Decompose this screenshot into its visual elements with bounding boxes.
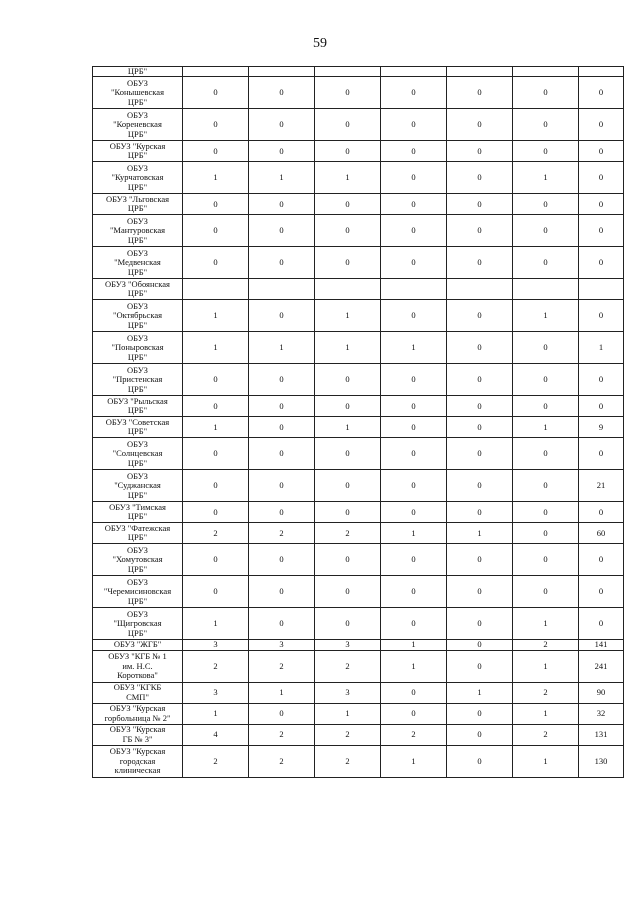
institution-name-cell: ОБУЗ "Льговская ЦРБ" xyxy=(93,194,183,215)
value-cell: 0 xyxy=(579,247,624,279)
value-cell: 0 xyxy=(315,396,381,417)
table-row xyxy=(93,162,624,194)
value-cell: 0 xyxy=(447,745,513,777)
value-cell: 0 xyxy=(447,544,513,576)
value-cell: 0 xyxy=(447,332,513,364)
value-cell: 0 xyxy=(447,364,513,396)
value-cell: 2 xyxy=(513,640,579,650)
value-cell: 0 xyxy=(183,141,249,162)
institution-name-cell: ОБУЗ "Мантуровская ЦРБ" xyxy=(93,215,183,247)
value-cell: 0 xyxy=(249,141,315,162)
value-cell: 0 xyxy=(381,194,447,215)
institution-name-cell: ОБУЗ "Медвенская ЦРБ" xyxy=(93,247,183,279)
value-cell: 0 xyxy=(183,77,249,109)
value-cell: 0 xyxy=(381,417,447,438)
value-cell: 2 xyxy=(381,724,447,745)
value-cell: 0 xyxy=(513,576,579,608)
value-cell xyxy=(381,67,447,77)
value-cell: 1 xyxy=(315,332,381,364)
institution-name-cell: ОБУЗ "Щигровская ЦРБ" xyxy=(93,608,183,640)
value-cell: 2 xyxy=(315,745,381,777)
table-row xyxy=(93,247,624,279)
institution-name-cell: ОБУЗ "КГКБ СМП" xyxy=(93,682,183,703)
value-cell: 1 xyxy=(183,300,249,332)
value-cell: 0 xyxy=(579,364,624,396)
value-cell: 1 xyxy=(315,417,381,438)
value-cell: 0 xyxy=(513,332,579,364)
table-row xyxy=(93,194,624,215)
value-cell: 0 xyxy=(315,194,381,215)
institution-name-cell: ЦРБ" xyxy=(93,67,183,77)
value-cell: 1 xyxy=(513,300,579,332)
value-cell: 0 xyxy=(315,215,381,247)
value-cell: 0 xyxy=(447,640,513,650)
table-row xyxy=(93,332,624,364)
table-row xyxy=(93,502,624,523)
institution-name-cell: ОБУЗ "Обоянская ЦРБ" xyxy=(93,279,183,300)
value-cell: 1 xyxy=(315,300,381,332)
table-row xyxy=(93,682,624,703)
value-cell: 0 xyxy=(183,502,249,523)
value-cell: 3 xyxy=(183,682,249,703)
value-cell xyxy=(579,67,624,77)
value-cell: 0 xyxy=(513,194,579,215)
value-cell: 0 xyxy=(447,215,513,247)
value-cell: 0 xyxy=(447,724,513,745)
institution-name-cell: ОБУЗ "Кореневская ЦРБ" xyxy=(93,109,183,141)
table-row xyxy=(93,279,624,300)
value-cell: 0 xyxy=(381,396,447,417)
value-cell: 0 xyxy=(513,247,579,279)
table-row xyxy=(93,703,624,724)
value-cell: 1 xyxy=(513,417,579,438)
value-cell: 0 xyxy=(447,502,513,523)
value-cell: 1 xyxy=(381,650,447,682)
value-cell: 1 xyxy=(249,332,315,364)
table-row xyxy=(93,523,624,544)
value-cell: 2 xyxy=(513,724,579,745)
value-cell: 0 xyxy=(447,300,513,332)
institution-name-cell: ОБУЗ "Пристенская ЦРБ" xyxy=(93,364,183,396)
value-cell: 0 xyxy=(513,470,579,502)
value-cell: 3 xyxy=(183,640,249,650)
value-cell: 9 xyxy=(579,417,624,438)
value-cell: 0 xyxy=(315,438,381,470)
value-cell: 0 xyxy=(249,703,315,724)
value-cell: 1 xyxy=(381,332,447,364)
value-cell: 0 xyxy=(513,364,579,396)
table-row xyxy=(93,364,624,396)
value-cell: 1 xyxy=(381,745,447,777)
table-row xyxy=(93,215,624,247)
value-cell: 90 xyxy=(579,682,624,703)
value-cell: 1 xyxy=(381,640,447,650)
value-cell: 0 xyxy=(315,77,381,109)
value-cell: 0 xyxy=(249,576,315,608)
value-cell: 0 xyxy=(183,396,249,417)
value-cell: 0 xyxy=(381,77,447,109)
value-cell: 60 xyxy=(579,523,624,544)
value-cell: 3 xyxy=(249,640,315,650)
value-cell: 0 xyxy=(513,215,579,247)
value-cell: 2 xyxy=(183,745,249,777)
value-cell: 0 xyxy=(513,77,579,109)
value-cell: 2 xyxy=(249,650,315,682)
value-cell: 0 xyxy=(249,300,315,332)
value-cell: 0 xyxy=(381,438,447,470)
value-cell: 0 xyxy=(381,576,447,608)
institution-name-cell: ОБУЗ "Хомутовская ЦРБ" xyxy=(93,544,183,576)
value-cell: 2 xyxy=(315,650,381,682)
value-cell: 0 xyxy=(579,502,624,523)
value-cell: 0 xyxy=(513,109,579,141)
value-cell xyxy=(579,279,624,300)
value-cell: 0 xyxy=(579,576,624,608)
value-cell xyxy=(381,279,447,300)
value-cell: 0 xyxy=(579,438,624,470)
value-cell xyxy=(315,279,381,300)
value-cell: 0 xyxy=(381,141,447,162)
value-cell: 1 xyxy=(315,703,381,724)
value-cell: 0 xyxy=(315,608,381,640)
value-cell: 1 xyxy=(183,162,249,194)
value-cell: 0 xyxy=(249,608,315,640)
value-cell: 0 xyxy=(183,194,249,215)
value-cell: 0 xyxy=(447,703,513,724)
value-cell: 1 xyxy=(513,703,579,724)
value-cell xyxy=(249,279,315,300)
table-row xyxy=(93,470,624,502)
value-cell: 0 xyxy=(183,438,249,470)
value-cell: 0 xyxy=(315,544,381,576)
value-cell: 1 xyxy=(183,417,249,438)
table-row xyxy=(93,417,624,438)
value-cell: 1 xyxy=(249,682,315,703)
value-cell: 0 xyxy=(249,247,315,279)
value-cell: 0 xyxy=(249,364,315,396)
value-cell: 0 xyxy=(579,396,624,417)
value-cell xyxy=(513,67,579,77)
institution-name-cell: ОБУЗ "Курская горбольница № 2" xyxy=(93,703,183,724)
institution-name-cell: ОБУЗ "Конышевская ЦРБ" xyxy=(93,77,183,109)
value-cell: 0 xyxy=(579,194,624,215)
value-cell: 0 xyxy=(183,247,249,279)
table-row xyxy=(93,650,624,682)
value-cell: 0 xyxy=(447,608,513,640)
value-cell: 0 xyxy=(183,470,249,502)
data-table xyxy=(92,66,624,778)
value-cell: 0 xyxy=(447,141,513,162)
value-cell xyxy=(447,279,513,300)
table-row xyxy=(93,396,624,417)
value-cell: 2 xyxy=(183,523,249,544)
value-cell: 2 xyxy=(513,682,579,703)
page-number: 59 xyxy=(313,36,327,51)
table-row xyxy=(93,544,624,576)
value-cell: 0 xyxy=(447,247,513,279)
institution-name-cell: ОБУЗ "КГБ № 1 им. Н.С. Короткова" xyxy=(93,650,183,682)
value-cell: 0 xyxy=(447,470,513,502)
value-cell: 0 xyxy=(381,364,447,396)
institution-name-cell: ОБУЗ "Солнцевская ЦРБ" xyxy=(93,438,183,470)
table-row xyxy=(93,724,624,745)
institution-name-cell: ОБУЗ "Фатежская ЦРБ" xyxy=(93,523,183,544)
value-cell xyxy=(183,279,249,300)
value-cell: 2 xyxy=(249,745,315,777)
value-cell: 1 xyxy=(447,682,513,703)
table-row xyxy=(93,109,624,141)
value-cell: 1 xyxy=(513,162,579,194)
value-cell: 0 xyxy=(381,470,447,502)
value-cell: 21 xyxy=(579,470,624,502)
value-cell: 0 xyxy=(513,438,579,470)
value-cell: 1 xyxy=(183,608,249,640)
value-cell: 0 xyxy=(513,141,579,162)
value-cell: 0 xyxy=(447,417,513,438)
value-cell: 1 xyxy=(183,703,249,724)
value-cell: 0 xyxy=(183,544,249,576)
value-cell: 0 xyxy=(183,215,249,247)
value-cell: 0 xyxy=(513,523,579,544)
institution-name-cell: ОБУЗ "ЖГБ" xyxy=(93,640,183,650)
value-cell: 4 xyxy=(183,724,249,745)
value-cell: 0 xyxy=(447,438,513,470)
value-cell: 0 xyxy=(381,215,447,247)
value-cell: 2 xyxy=(315,724,381,745)
value-cell: 0 xyxy=(315,109,381,141)
value-cell: 0 xyxy=(381,608,447,640)
value-cell: 1 xyxy=(249,162,315,194)
value-cell: 1 xyxy=(381,523,447,544)
value-cell: 0 xyxy=(447,576,513,608)
value-cell xyxy=(315,67,381,77)
value-cell: 0 xyxy=(315,470,381,502)
institution-name-cell: ОБУЗ "Черемисиновская ЦРБ" xyxy=(93,576,183,608)
value-cell: 131 xyxy=(579,724,624,745)
table-row xyxy=(93,438,624,470)
value-cell: 32 xyxy=(579,703,624,724)
table-row xyxy=(93,745,624,777)
value-cell: 0 xyxy=(579,215,624,247)
institution-name-cell: ОБУЗ "Рыльская ЦРБ" xyxy=(93,396,183,417)
value-cell: 0 xyxy=(183,576,249,608)
value-cell xyxy=(183,67,249,77)
value-cell: 0 xyxy=(447,162,513,194)
institution-name-cell: ОБУЗ "Курская ЦРБ" xyxy=(93,141,183,162)
value-cell: 0 xyxy=(579,109,624,141)
value-cell: 1 xyxy=(447,523,513,544)
value-cell: 0 xyxy=(447,77,513,109)
table-row xyxy=(93,576,624,608)
value-cell: 2 xyxy=(183,650,249,682)
value-cell: 1 xyxy=(513,608,579,640)
value-cell xyxy=(249,67,315,77)
value-cell: 0 xyxy=(249,438,315,470)
value-cell: 0 xyxy=(183,364,249,396)
value-cell: 0 xyxy=(513,544,579,576)
value-cell: 1 xyxy=(315,162,381,194)
value-cell: 0 xyxy=(579,77,624,109)
value-cell: 1 xyxy=(579,332,624,364)
value-cell: 0 xyxy=(381,502,447,523)
value-cell: 0 xyxy=(249,417,315,438)
value-cell: 0 xyxy=(381,682,447,703)
institution-name-cell: ОБУЗ "Октябрьская ЦРБ" xyxy=(93,300,183,332)
value-cell: 0 xyxy=(579,608,624,640)
value-cell: 0 xyxy=(381,300,447,332)
institution-name-cell: ОБУЗ "Курская городская клиническая xyxy=(93,745,183,777)
value-cell: 0 xyxy=(579,300,624,332)
value-cell: 0 xyxy=(381,544,447,576)
institution-name-cell: ОБУЗ "Курская ГБ № 3" xyxy=(93,724,183,745)
value-cell: 0 xyxy=(381,162,447,194)
value-cell: 241 xyxy=(579,650,624,682)
value-cell xyxy=(513,279,579,300)
institution-name-cell: ОБУЗ "Курчатовская ЦРБ" xyxy=(93,162,183,194)
value-cell: 0 xyxy=(447,109,513,141)
value-cell: 0 xyxy=(579,544,624,576)
value-cell xyxy=(447,67,513,77)
value-cell: 0 xyxy=(315,247,381,279)
value-cell: 0 xyxy=(579,141,624,162)
value-cell: 0 xyxy=(315,502,381,523)
value-cell: 0 xyxy=(249,470,315,502)
value-cell: 0 xyxy=(513,396,579,417)
value-cell: 0 xyxy=(249,396,315,417)
value-cell: 0 xyxy=(315,141,381,162)
value-cell: 1 xyxy=(183,332,249,364)
value-cell: 0 xyxy=(381,247,447,279)
value-cell: 2 xyxy=(249,724,315,745)
value-cell: 0 xyxy=(315,364,381,396)
value-cell: 2 xyxy=(315,523,381,544)
table-row xyxy=(93,640,624,650)
value-cell: 0 xyxy=(381,109,447,141)
value-cell: 0 xyxy=(249,215,315,247)
value-cell: 0 xyxy=(513,502,579,523)
value-cell: 141 xyxy=(579,640,624,650)
value-cell: 0 xyxy=(381,703,447,724)
value-cell: 0 xyxy=(249,544,315,576)
value-cell: 1 xyxy=(513,745,579,777)
value-cell: 0 xyxy=(249,77,315,109)
value-cell: 130 xyxy=(579,745,624,777)
value-cell: 0 xyxy=(447,194,513,215)
value-cell: 0 xyxy=(315,576,381,608)
value-cell: 1 xyxy=(513,650,579,682)
institution-name-cell: ОБУЗ "Тимская ЦРБ" xyxy=(93,502,183,523)
table-row xyxy=(93,300,624,332)
value-cell: 3 xyxy=(315,682,381,703)
institution-name-cell: ОБУЗ "Поныровская ЦРБ" xyxy=(93,332,183,364)
value-cell: 0 xyxy=(579,162,624,194)
value-cell: 2 xyxy=(249,523,315,544)
value-cell: 0 xyxy=(447,396,513,417)
institution-name-cell: ОБУЗ "Советская ЦРБ" xyxy=(93,417,183,438)
table-row xyxy=(93,141,624,162)
table-row xyxy=(93,67,624,77)
value-cell: 0 xyxy=(183,109,249,141)
value-cell: 0 xyxy=(249,194,315,215)
institution-name-cell: ОБУЗ "Суджанская ЦРБ" xyxy=(93,470,183,502)
table-row xyxy=(93,608,624,640)
value-cell: 0 xyxy=(249,109,315,141)
value-cell: 0 xyxy=(249,502,315,523)
value-cell: 3 xyxy=(315,640,381,650)
table-row xyxy=(93,77,624,109)
value-cell: 0 xyxy=(447,650,513,682)
